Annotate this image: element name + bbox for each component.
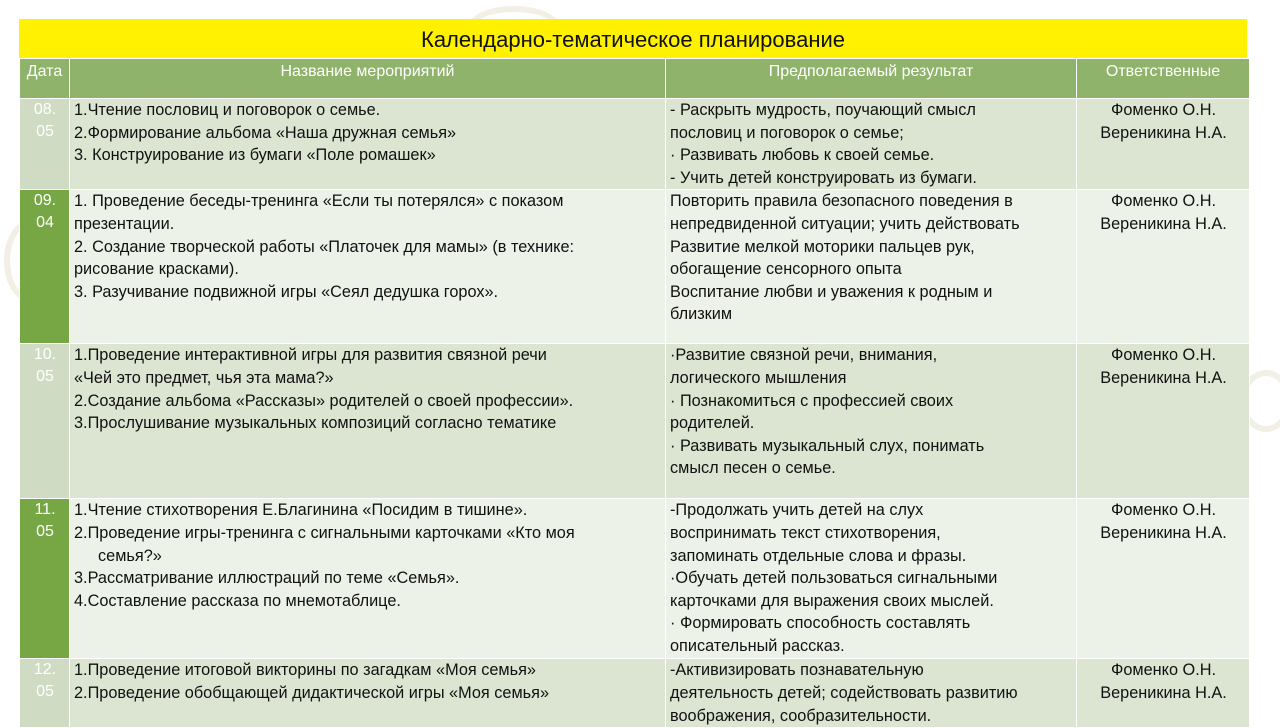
event-line: 1.Чтение пословиц и поговорок о семье. (74, 101, 381, 119)
result-cell (666, 190, 1077, 344)
event-line: презентации. (74, 214, 175, 233)
date-day: 08. (33, 101, 57, 118)
date-month: 05 (36, 368, 54, 386)
result-line: ·Обучать детей пользоваться сигнальными (670, 569, 998, 588)
result-line: · Развивать любовь к своей семье. (670, 146, 935, 165)
date-day: 12. (33, 661, 57, 679)
event-line: «Чей это предмет, чья эта мама?» (74, 368, 334, 387)
events-cell (70, 190, 666, 344)
planning-table (19, 58, 1250, 728)
responsible-name: Вереникина Н.А. (1100, 368, 1227, 387)
date-month: 04 (36, 214, 54, 232)
event-line: семья?» (98, 546, 162, 565)
header-result: Предполагаемый результат (666, 59, 1077, 99)
result-line: -Продолжать учить детей на слух (670, 501, 924, 520)
responsible-cell (1077, 659, 1250, 728)
header-events: Название мероприятий (70, 59, 666, 99)
result-line: карточками для выражения своих мыслей. (670, 591, 994, 610)
event-line: 2.Проведение обобщающей дидактической игры «Моя семья» (74, 683, 549, 702)
result-line: · Познакомиться с профессией своих (670, 391, 954, 410)
date-cell (20, 499, 70, 659)
date-month: 05 (36, 123, 54, 140)
date-cell (20, 344, 70, 499)
table-row (20, 99, 1250, 190)
result-line: непредвиденной ситуации; учить действовать (670, 214, 1020, 233)
result-line: воспринимать текст стихотворения, (670, 523, 941, 542)
result-cell (666, 344, 1077, 499)
event-line: 1.Проведение итоговой викторины по загадкам «Моя семья» (74, 661, 536, 680)
result-line: - Раскрыть мудрость, поучающий смысл (670, 101, 976, 119)
result-line: воображения, сообразительности. (670, 706, 932, 725)
header-date: Дата (20, 59, 70, 99)
event-line: 2.Проведение игры-тренинга с сигнальными карточками «Кто моя (74, 523, 575, 542)
result-line: деятельность детей; содействовать развитию (670, 683, 1018, 702)
date-cell (20, 190, 70, 344)
table-row (20, 499, 1250, 659)
event-line: рисование красками). (74, 260, 239, 279)
responsible-cell (1077, 344, 1250, 499)
responsible-name: Вереникина Н.А. (1100, 123, 1227, 142)
responsible-name: Фоменко О.Н. (1110, 661, 1217, 680)
responsible-name: Вереникина Н.А. (1100, 214, 1227, 233)
result-line: смысл песен о семье. (670, 459, 836, 478)
table-row (20, 659, 1250, 728)
responsible-name: Фоменко О.Н. (1110, 346, 1217, 365)
event-line: 1.Проведение интерактивной игры для развития связной речи (74, 346, 547, 365)
events-cell (70, 99, 666, 190)
event-line: 3. Разучивание подвижной игры «Сеял дедушка горох». (74, 282, 499, 301)
table-row (20, 190, 1250, 344)
table-row (20, 344, 1250, 499)
responsible-cell (1077, 99, 1250, 190)
header-responsible: Ответственные (1077, 59, 1250, 99)
event-line: 1. Проведение беседы-тренинга «Если ты потерялся» с показом (74, 192, 564, 211)
result-line: -Активизировать познавательную (670, 661, 924, 680)
responsible-name: Вереникина Н.А. (1100, 523, 1227, 542)
result-line: Повторить правила безопасного поведения в (670, 192, 1013, 211)
date-cell (20, 99, 70, 190)
date-day: 10. (33, 346, 57, 364)
responsible-cell (1077, 190, 1250, 344)
event-line: 3. Конструирование из бумаги «Поле ромашек» (74, 146, 436, 165)
responsible-name: Фоменко О.Н. (1110, 192, 1217, 211)
events-cell (70, 344, 666, 499)
event-line: 2.Создание альбома «Рассказы» родителей о своей профессии». (74, 391, 574, 410)
result-line: обогащение сенсорного опыта (670, 260, 902, 279)
result-cell (666, 659, 1077, 728)
responsible-cell (1077, 499, 1250, 659)
page-title: Календарно-тематическое планирование (19, 19, 1247, 58)
result-line: Развитие мелкой моторики пальцев рук, (670, 237, 975, 256)
result-line: пословиц и поговорок о семье; (670, 123, 904, 142)
result-line: запоминать отдельные слова и фразы. (670, 546, 967, 565)
event-line: 3.Прослушивание музыкальных композиций согласно тематике (74, 414, 557, 433)
result-line: логического мышления (670, 368, 847, 387)
event-line: 1.Чтение стихотворения Е.Благинина «Посидим в тишине». (74, 501, 528, 520)
events-cell (70, 499, 666, 659)
result-line: Воспитание любви и уважения к родным и (670, 282, 993, 301)
event-line: 3.Рассматривание иллюстраций по теме «Семья». (74, 569, 460, 588)
result-line: · Формировать способность составлять (670, 614, 971, 633)
result-line: близким (670, 305, 733, 324)
event-line: 2.Формирование альбома «Наша дружная семья» (74, 123, 457, 142)
event-line: 4.Составление рассказа по мнемотаблице. (74, 591, 401, 610)
responsible-name: Фоменко О.Н. (1110, 101, 1217, 119)
table-header-row (20, 59, 1250, 99)
responsible-name: Фоменко О.Н. (1110, 501, 1217, 520)
result-line: · Развивать музыкальный слух, понимать (670, 436, 985, 455)
result-line: ·Развитие связной речи, внимания, (670, 346, 938, 365)
result-line: - Учить детей конструировать из бумаги. (670, 168, 977, 187)
date-day: 11. (34, 501, 56, 519)
event-line: 2. Создание творческой работы «Платочек для мамы» (в технике: (74, 237, 575, 256)
result-line: описательный рассказ. (670, 636, 845, 655)
responsible-name: Вереникина Н.А. (1100, 683, 1227, 702)
result-cell (666, 99, 1077, 190)
date-day: 09. (33, 192, 57, 210)
result-cell (666, 499, 1077, 659)
date-month: 05 (36, 683, 54, 701)
date-cell (20, 659, 70, 728)
events-cell (70, 659, 666, 728)
date-month: 05 (36, 523, 54, 541)
result-line: родителей. (670, 414, 755, 433)
